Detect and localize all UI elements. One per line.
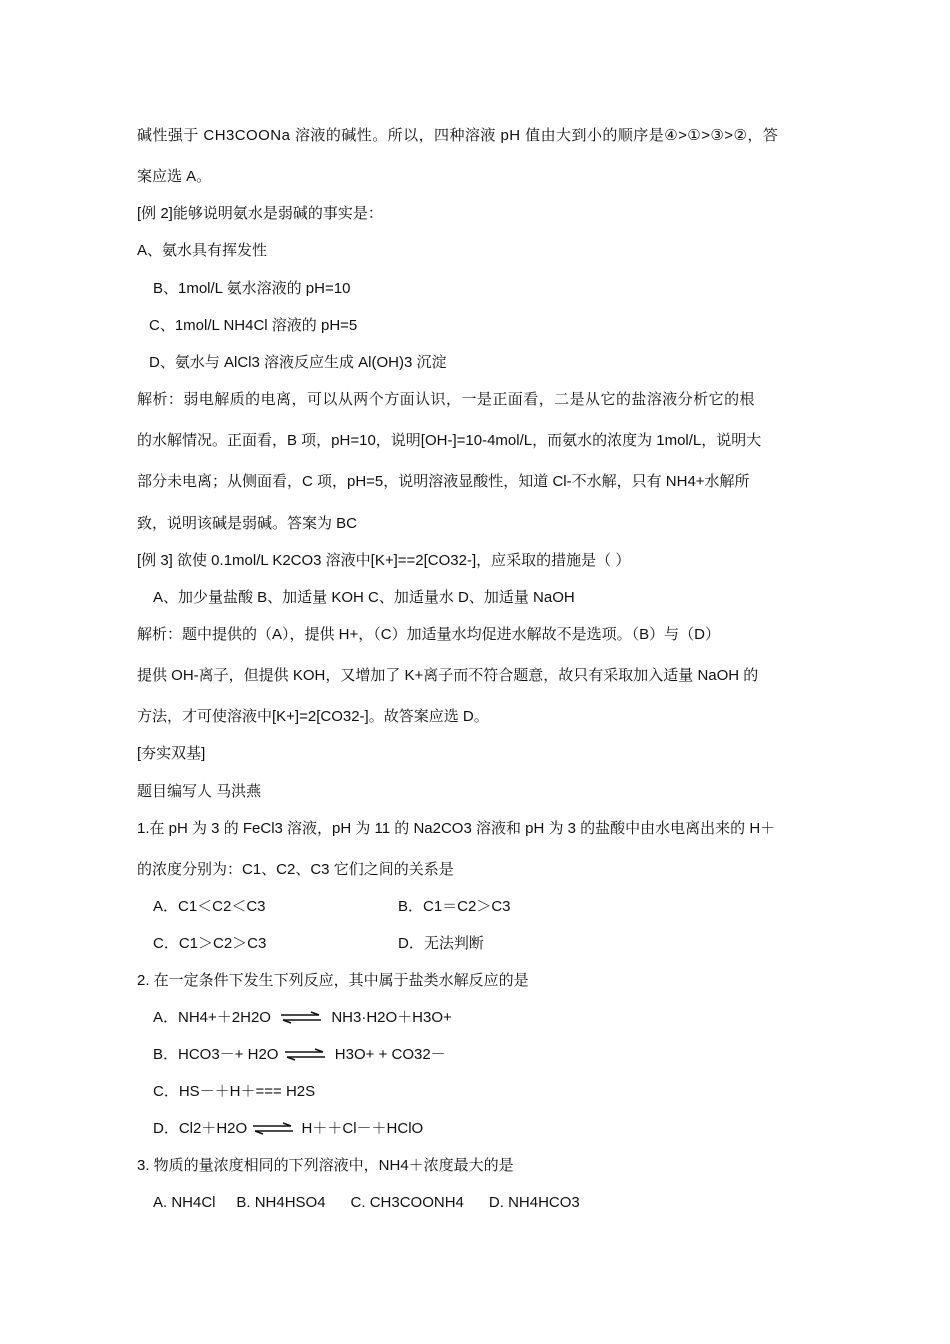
equilibrium-arrow-icon: [279, 1011, 323, 1025]
equation-right: NH3·H2O＋H3O+: [331, 1009, 452, 1027]
equation-right: H3O+ + CO32－: [334, 1046, 446, 1064]
equation-right: H＋＋Cl－＋HClO: [301, 1120, 424, 1138]
example-2-option-b: B、1mol/L 氨水溶液的 pH=10: [153, 280, 351, 297]
paragraph-line: 碱性强于 CH3COONa 溶液的碱性。所以，四种溶液 pH 值由大到小的顺序是④>①>③>②，答: [137, 127, 779, 144]
equation-left: D．Cl2＋H2O: [153, 1120, 248, 1138]
analysis-line: 的水解情况。正面看，B 项，pH=10，说明[OH-]=10-4mol/L，而氨水的浓度为 1mol/L，说明大: [137, 432, 762, 449]
question-1-option-b: B．C1＝C2＞C3: [398, 898, 511, 915]
question-2-stem: 2. 在一定条件下发生下列反应，其中属于盐类水解反应的是: [137, 972, 529, 989]
question-3-stem: 3. 物质的量浓度相同的下列溶液中，NH4＋浓度最大的是: [137, 1157, 514, 1174]
analysis-line: 提供 OH-离子，但提供 KOH，又增加了 K+离子而不符合题意，故只有采取加入适量 NaOH 的: [137, 667, 759, 684]
question-2-option-a: [153, 1008, 452, 1028]
question-1-option-c: C．C1＞C2＞C3: [153, 935, 267, 952]
equation-text: C．HS－＋H＋=== H2S: [153, 1083, 316, 1101]
paragraph-line: 案应选 A。: [137, 168, 212, 185]
analysis-line: 解析：弱电解质的电离，可以从两个方面认识，一是正面看，二是从它的盐溶液分析它的根: [137, 391, 756, 408]
question-1-stem: 的浓度分别为：C1、C2、C3 它们之间的关系是: [137, 861, 454, 878]
question-2-option-d: [153, 1119, 423, 1139]
analysis-line: 方法，才可使溶液中[K+]=2[CO32-]。故答案应选 D。: [137, 708, 489, 725]
example-3-heading: [例 3] 欲使 0.1mol/L K2CO3 溶液中[K+]==2[CO32-]，应采取的措施是（ ）: [137, 552, 631, 569]
analysis-line: 解析：题中提供的（A），提供 H+，（C）加适量水均促进水解故不是选项。（B）与（D）: [137, 626, 720, 643]
equation-left: A．NH4+＋2H2O: [153, 1009, 271, 1027]
equilibrium-arrow-icon: [283, 1048, 327, 1062]
question-1-option-d: D．无法判断: [398, 935, 484, 952]
question-2-option-b: [153, 1045, 446, 1065]
example-3-options: A、加少量盐酸 B、加适量 KOH C、加适量水 D、加适量 NaOH: [153, 589, 575, 606]
example-2-option-d: D、氨水与 AlCl3 溶液反应生成 Al(OH)3 沉淀: [149, 354, 447, 371]
analysis-line: 致，说明该碱是弱碱。答案为 BC: [137, 515, 358, 532]
question-3-options: A. NH4Cl B. NH4HSO4 C. CH3COONH4 D. NH4HCO3: [153, 1194, 580, 1211]
analysis-line: 部分未电离；从侧面看，C 项，pH=5，说明溶液显酸性，知道 Cl-不水解，只有 NH4+水解所: [137, 473, 750, 490]
question-1-option-a: A．C1＜C2＜C3: [153, 898, 266, 915]
example-2-heading: [例 2]能够说明氨水是弱碱的事实是：: [137, 205, 383, 222]
section-heading: [夯实双基]: [137, 745, 206, 762]
question-2-option-c: [153, 1082, 315, 1102]
author-line: 题目编写人 马洪燕: [137, 783, 262, 800]
example-2-option-c: C、1mol/L NH4Cl 溶液的 pH=5: [149, 317, 358, 334]
equilibrium-arrow-icon: [251, 1122, 295, 1136]
equation-left: B．HCO3－+ H2O: [153, 1046, 279, 1064]
question-1-stem: 1.在 pH 为 3 的 FeCl3 溶液，pH 为 11 的 Na2CO3 溶液和 pH 为 3 的盐酸中由水电离出来的 H＋: [137, 820, 776, 837]
example-2-option-a: A、氨水具有挥发性: [137, 242, 268, 259]
